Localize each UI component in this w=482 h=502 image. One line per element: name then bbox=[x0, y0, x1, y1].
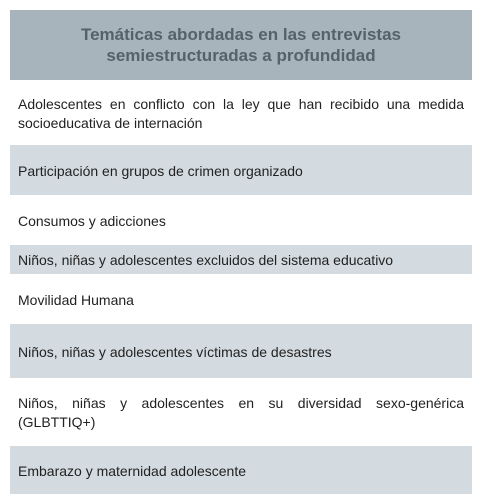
table-row bbox=[10, 380, 472, 448]
table-row-text: Niños, niñas y adolescentes excluidos del sistema educativo bbox=[18, 252, 394, 268]
table-row bbox=[10, 147, 472, 197]
table-row-text: Participación en grupos de crimen organizado bbox=[18, 162, 303, 179]
themes-table bbox=[10, 10, 472, 494]
table-row bbox=[10, 448, 472, 494]
table-row-text: Consumos y adicciones bbox=[18, 212, 166, 229]
table-row-text: Niños, niñas y adolescentes víctimas de desastres bbox=[18, 343, 332, 360]
table-row bbox=[10, 326, 472, 380]
table-row bbox=[10, 247, 472, 276]
table-row bbox=[10, 197, 472, 247]
table-row-text: Adolescentes en conflicto con la ley que han recibido una medida socioeducativa de internación bbox=[18, 96, 464, 131]
table-row bbox=[10, 83, 472, 147]
table-row bbox=[10, 276, 472, 326]
table-header bbox=[10, 10, 472, 83]
table-row-text: Embarazo y maternidad adolescente bbox=[18, 462, 247, 479]
table-header-title: Temáticas abordadas en las entrevistas semiestructuradas a profundidad bbox=[80, 25, 401, 65]
table-row-text: Movilidad Humana bbox=[18, 291, 134, 308]
table-row-text: Niños, niñas y adolescentes en su diversidad sexo-genérica (GLBTTIQ+) bbox=[18, 395, 464, 430]
